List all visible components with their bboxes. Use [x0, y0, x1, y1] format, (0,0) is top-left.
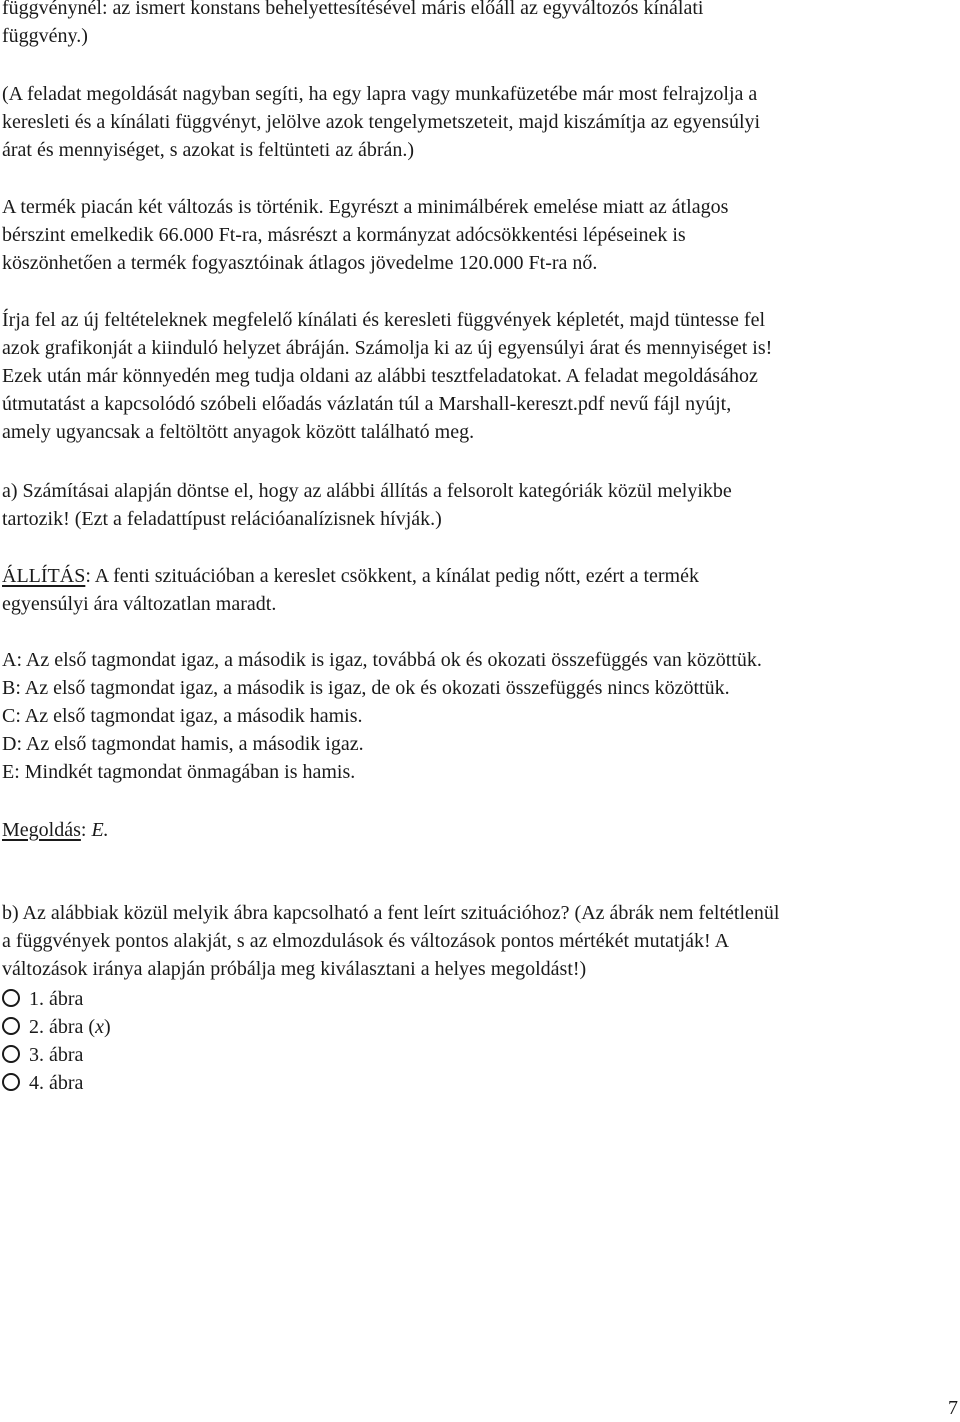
option-label: 2. ábra ( [29, 1016, 96, 1038]
changes-paragraph [2, 193, 957, 277]
solution-colon: : [80, 819, 92, 841]
statement-label: ÁLLÍTÁS [2, 565, 86, 587]
option-label-close: ) [103, 1016, 111, 1038]
solution-label: Megoldás [2, 819, 81, 841]
category-a: A: Az első tagmondat igaz, a második is igaz, továbbá ok és okozati összefüggés van közöttük. [2, 649, 762, 671]
text-line: A termék piacán két változás is történik. Egyrészt a minimálbérek emelése miatt az átlagos [2, 196, 729, 218]
text-line: tartozik! (Ezt a feladattípust relációanalízisnek hívják.) [2, 508, 442, 530]
option-mark: x [95, 1016, 104, 1038]
statement-paragraph [2, 562, 957, 618]
hint-paragraph [2, 80, 957, 164]
text-line: árat és mennyiséget, s azokat is feltünteti az ábrán.) [2, 139, 415, 161]
option-3[interactable] [2, 1041, 83, 1069]
solution-line [2, 816, 957, 844]
text-line: függvény.) [2, 25, 88, 47]
category-b: B: Az első tagmondat igaz, a második is igaz, de ok és okozati összefüggés nincs közöttük. [2, 677, 730, 699]
task-paragraph [2, 306, 957, 446]
text-line: Ezek után már könnyedén meg tudja oldani az alábbi tesztfeladatokat. A feladat megoldásához [2, 365, 758, 387]
text-line: függvénynél: az ismert konstans behelyettesítésével máris előáll az egyváltozós kínálati [2, 0, 704, 19]
text-line: útmutatást a kapcsolódó szóbeli előadás vázlatán túl a Marshall-kereszt.pdf nevű fájl nyújt, [2, 393, 732, 415]
option-label: 3. ábra [29, 1044, 84, 1066]
category-e: E: Mindkét tagmondat önmagában is hamis. [2, 761, 356, 783]
text-line: köszönhetően a termék fogyasztóinak átlagos jövedelme 120.000 Ft-ra nő. [2, 252, 598, 274]
radio-circle-icon[interactable] [2, 989, 20, 1007]
statement-text: : A fenti szituációban a kereslet csökkent, a kínálat pedig nőtt, ezért a termék [85, 565, 699, 587]
text-line: Írja fel az új feltételeknek megfelelő kínálati és keresleti függvények képletét, majd tüntesse fel [2, 309, 766, 331]
option-4[interactable] [2, 1069, 83, 1097]
category-d: D: Az első tagmondat hamis, a második igaz. [2, 733, 364, 755]
text-line: keresleti és a kínálati függvényt, jelölve azok tengelymetszeteit, majd kiszámítja az egyensúlyi [2, 111, 761, 133]
text-line: (A feladat megoldását nagyban segíti, ha egy lapra vagy munkafüzetébe már most felrajzolja a [2, 83, 758, 105]
option-1[interactable] [2, 985, 83, 1013]
statement-line [2, 562, 957, 590]
radio-circle-icon[interactable] [2, 1045, 20, 1063]
text-line: egyensúlyi ára változatlan maradt. [2, 593, 277, 615]
text-line: a) Számításai alapján döntse el, hogy az alábbi állítás a felsorolt kategóriák közül melyikbe [2, 480, 732, 502]
text-line: amely ugyancsak a feltöltött anyagok között található meg. [2, 421, 475, 443]
intro-paragraph [2, 0, 957, 50]
categories-list [2, 646, 957, 786]
radio-circle-icon[interactable] [2, 1073, 20, 1091]
radio-circle-icon[interactable] [2, 1017, 20, 1035]
option-2[interactable] [2, 1013, 111, 1041]
question-b [2, 899, 957, 983]
option-label: 4. ábra [29, 1072, 84, 1094]
option-label: 1. ábra [29, 988, 84, 1010]
text-line: azok grafikonját a kiinduló helyzet ábráján. Számolja ki az új egyensúlyi árat és mennyiséget is! [2, 337, 773, 359]
text-line: a függvények pontos alakját, s az elmozdulások és változások pontos mértékét mutatják! A [2, 930, 730, 952]
text-line: bérszint emelkedik 66.000 Ft-ra, másrészt a kormányzat adócsökkentési lépéseinek is [2, 224, 686, 246]
question-a [2, 477, 957, 533]
category-c: C: Az első tagmondat igaz, a második hamis. [2, 705, 363, 727]
text-line: b) Az alábbiak közül melyik ábra kapcsolható a fent leírt szituációhoz? (Az ábrák nem feltétlenül [2, 902, 780, 924]
solution-value: E. [91, 819, 109, 841]
page-number: 7 [948, 1397, 958, 1419]
text-line: változások iránya alapján próbálja meg kiválasztani a helyes megoldást!) [2, 958, 587, 980]
